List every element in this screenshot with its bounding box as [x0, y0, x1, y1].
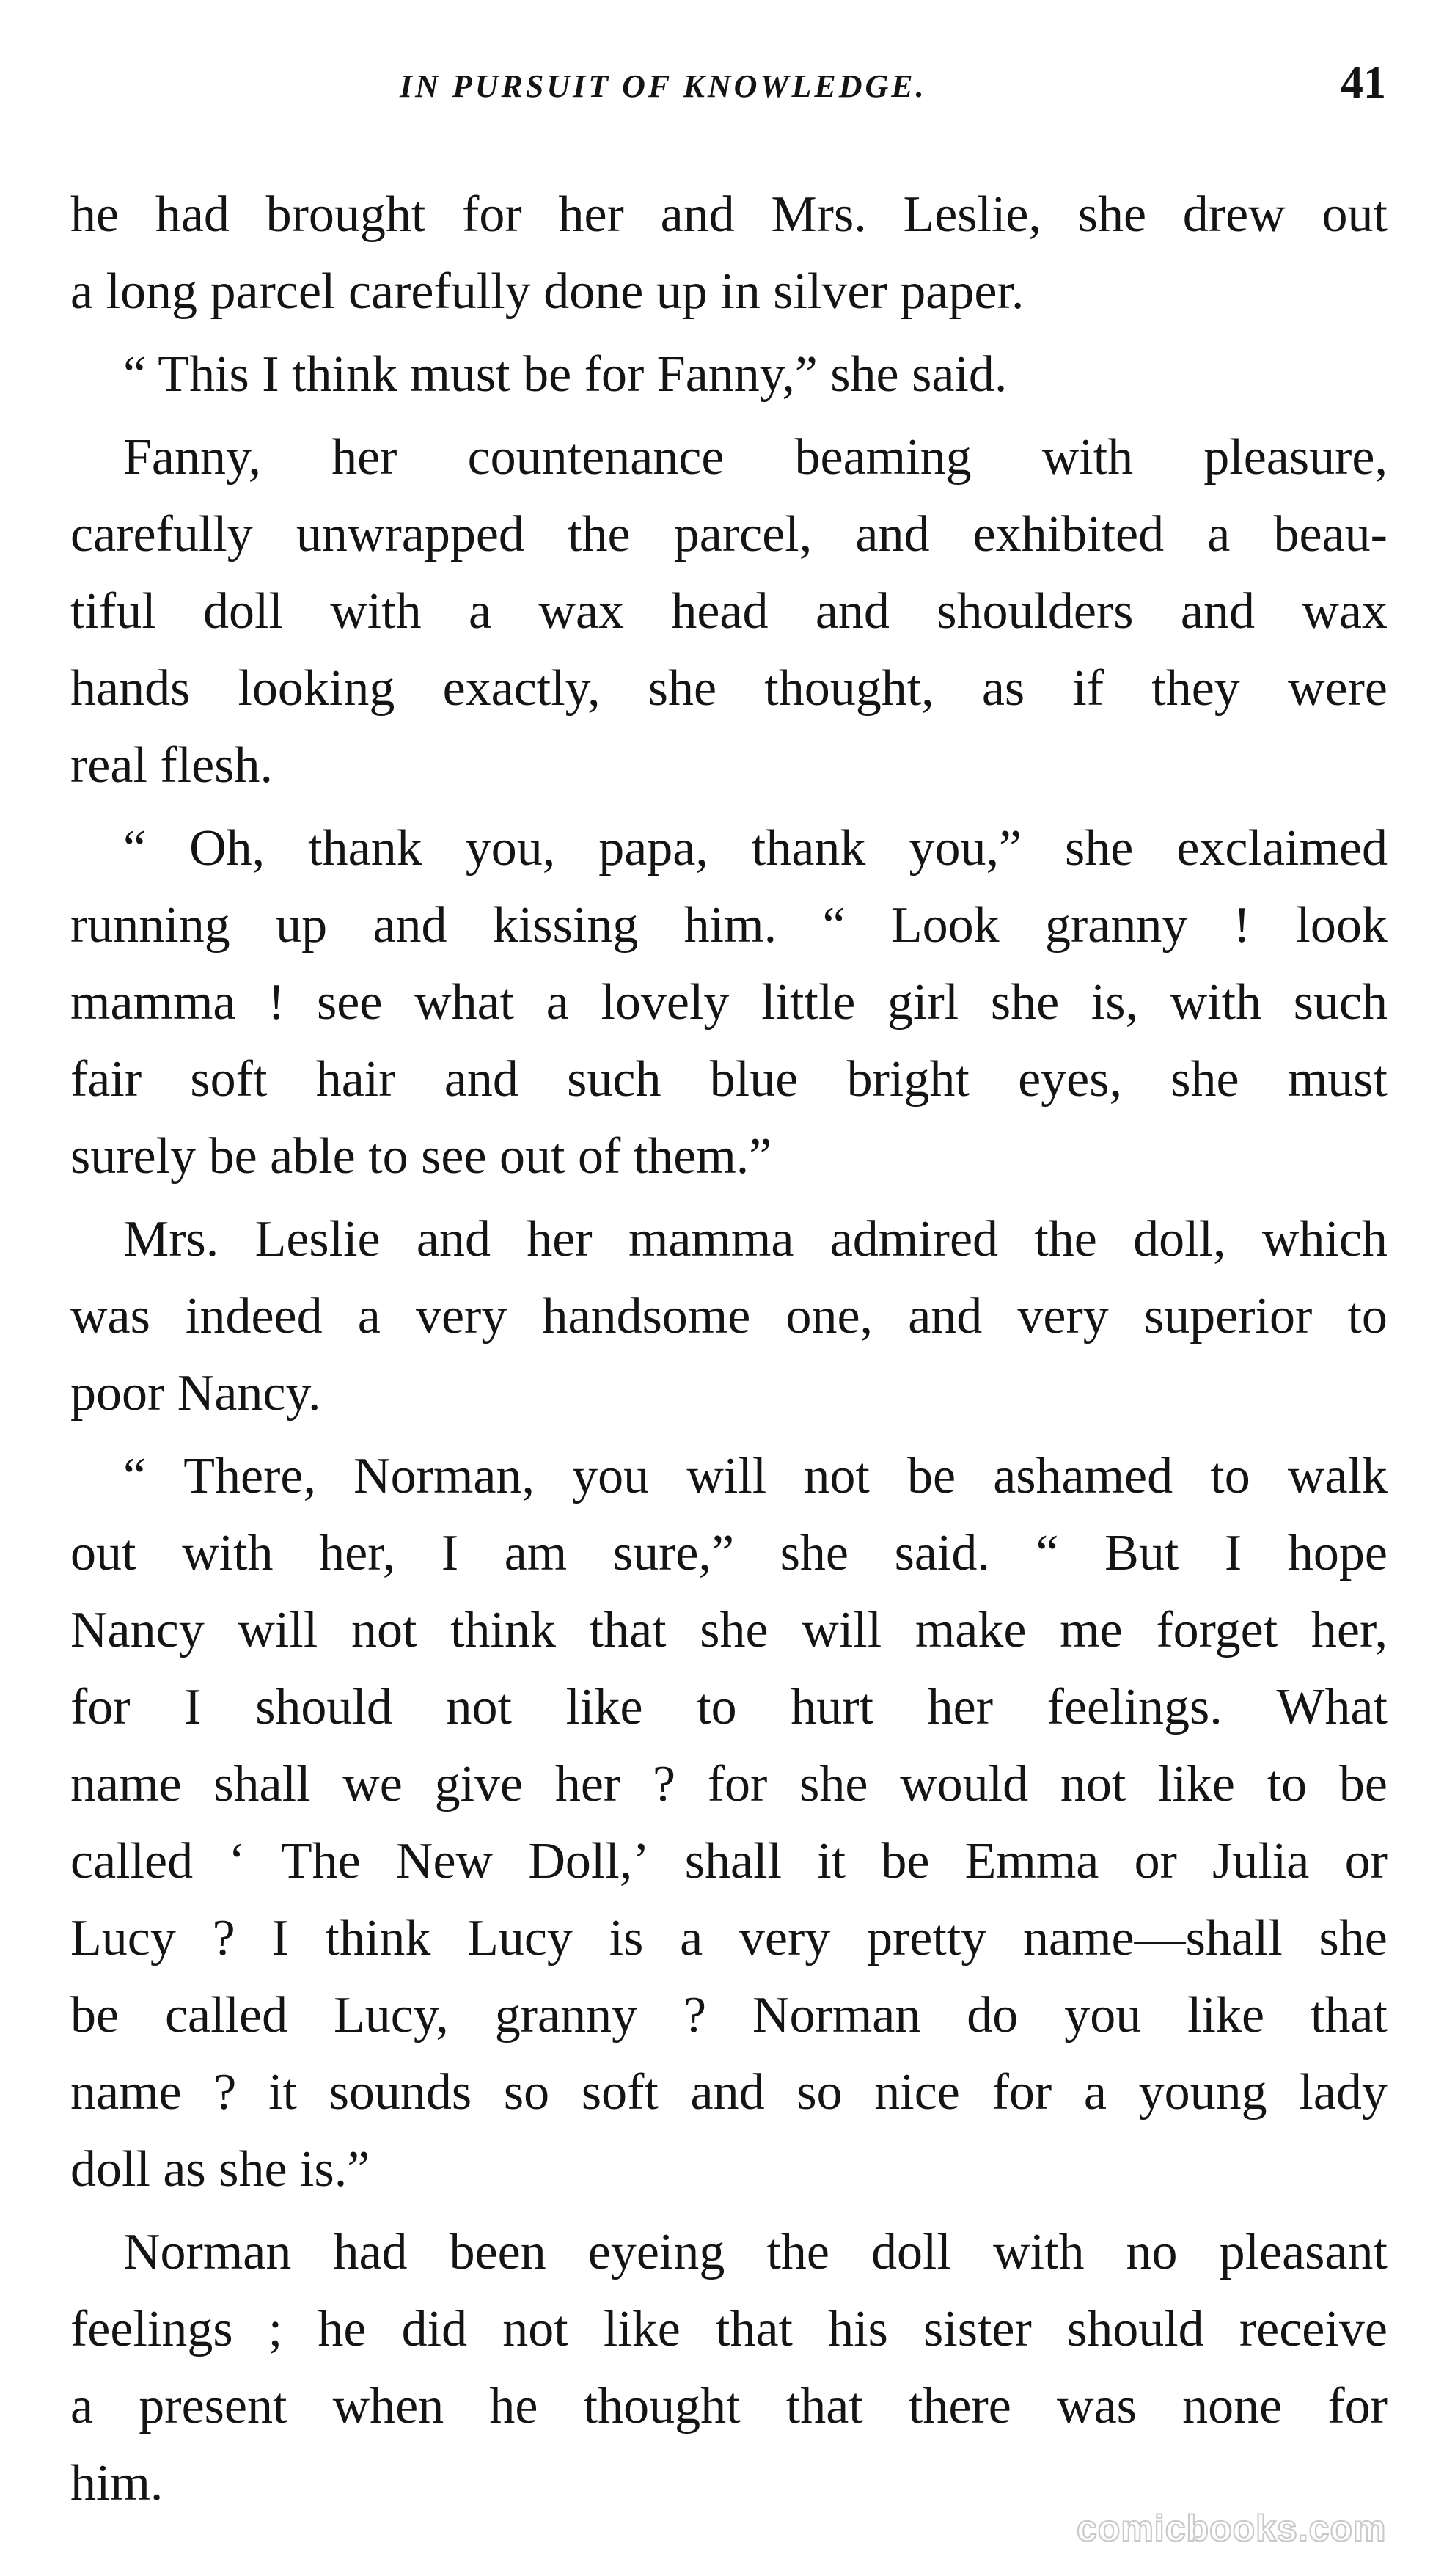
word: not	[502, 2301, 568, 2357]
word: will	[238, 1602, 318, 1658]
word: hurt	[791, 1679, 874, 1735]
word: and	[815, 583, 890, 640]
word: was	[70, 1288, 150, 1344]
word: New	[395, 1833, 494, 1889]
word: the	[1034, 1211, 1097, 1267]
word: pleasant	[1219, 2224, 1388, 2280]
word: with	[182, 1525, 274, 1581]
word: will	[686, 1448, 767, 1504]
word: lady	[1299, 2064, 1388, 2121]
word: up	[276, 897, 328, 954]
word: countenance	[467, 429, 725, 486]
word: wax	[538, 583, 625, 640]
text-line	[70, 1669, 1388, 1746]
word: were	[1287, 660, 1388, 717]
text-line	[70, 887, 1388, 964]
word: ?	[212, 1910, 235, 1966]
word: Leslie,	[903, 186, 1041, 243]
word: Leslie	[254, 1211, 381, 1267]
text-line	[70, 1201, 1388, 1278]
word: blue	[709, 1051, 799, 1108]
word: Nancy	[70, 1602, 205, 1658]
word: mamma	[628, 1211, 794, 1267]
text-line	[70, 573, 1388, 650]
text-line	[70, 2214, 1388, 2291]
word: I	[271, 1910, 289, 1966]
word: to	[1347, 1288, 1388, 1344]
word: for	[70, 1679, 131, 1735]
word: sister	[923, 2301, 1032, 2357]
word: out	[70, 1525, 136, 1581]
word: no	[1126, 2224, 1178, 2280]
word: she	[1319, 1910, 1388, 1966]
word: she	[990, 974, 1060, 1031]
word: Norman,	[353, 1448, 535, 1504]
word: papa,	[598, 820, 708, 877]
word: there	[908, 2378, 1011, 2434]
word: her	[554, 1756, 621, 1812]
word: do	[967, 1987, 1019, 2043]
word: handsome	[542, 1288, 751, 1344]
word: and	[373, 897, 447, 954]
word: you,”	[909, 820, 1022, 877]
word: a	[680, 1910, 703, 1966]
word: bright	[846, 1051, 970, 1108]
text-line	[70, 1823, 1388, 1900]
word: it	[268, 2064, 297, 2121]
word: one,	[785, 1288, 873, 1344]
text-line	[70, 1592, 1388, 1669]
word: sounds	[329, 2064, 472, 2121]
word: been	[449, 2224, 546, 2280]
word: sure,”	[612, 1525, 735, 1581]
word: running	[70, 897, 230, 954]
word: name—shall	[1023, 1910, 1283, 1966]
word: will	[802, 1602, 882, 1658]
word: Look	[890, 897, 1000, 954]
text-line	[70, 1515, 1388, 1592]
word: looking	[238, 660, 395, 717]
paragraph	[70, 176, 1388, 330]
word: admired	[829, 1211, 999, 1267]
word: not	[804, 1448, 870, 1504]
word: indeed	[186, 1288, 323, 1344]
word: for	[992, 2064, 1052, 2121]
word: shall	[213, 1756, 311, 1812]
paragraph	[70, 1438, 1388, 2208]
word: drew	[1182, 186, 1286, 243]
word: should	[1066, 2301, 1204, 2357]
word: Julia	[1212, 1833, 1310, 1889]
word: parcel,	[673, 506, 813, 563]
word: called	[164, 1987, 288, 2043]
word: her	[527, 1211, 593, 1267]
word: for	[1327, 2378, 1388, 2434]
word: for	[707, 1756, 768, 1812]
word: hands	[70, 660, 191, 717]
word: Norman	[123, 2224, 292, 2280]
text-line	[70, 650, 1388, 727]
word: pleasure,	[1203, 429, 1388, 486]
word: you,	[465, 820, 556, 877]
paragraph	[70, 810, 1388, 1195]
word: tiful	[70, 583, 156, 640]
word: look	[1296, 897, 1388, 954]
text-line: doll as she is.”	[70, 2141, 370, 2198]
word: the	[568, 506, 631, 563]
text-line	[70, 1438, 1388, 1515]
word: a	[1083, 2064, 1107, 2121]
word: doll,	[1133, 1211, 1226, 1267]
word: a	[70, 2378, 94, 2434]
word: be	[906, 1448, 956, 1504]
word: when	[332, 2378, 444, 2434]
word: and	[444, 1051, 518, 1108]
word: Emma	[964, 1833, 1099, 1889]
word: you	[1064, 1987, 1142, 2043]
word: head	[671, 583, 769, 640]
word: beaming	[794, 429, 972, 486]
text-line	[70, 1278, 1388, 1355]
word: eyes,	[1018, 1051, 1122, 1108]
word: very	[415, 1288, 507, 1344]
word: that	[785, 2378, 863, 2434]
word: she	[1065, 820, 1134, 877]
text-line	[70, 810, 1388, 887]
word: think	[450, 1602, 556, 1658]
word: ‘	[228, 1833, 246, 1889]
word: she	[648, 660, 717, 717]
text-line	[70, 1977, 1388, 2054]
word: I	[184, 1679, 202, 1735]
word: Mrs.	[123, 1211, 219, 1267]
word: doll	[202, 583, 283, 640]
word: very	[1017, 1288, 1109, 1344]
text-line	[70, 176, 1388, 253]
paragraph	[70, 419, 1388, 804]
word: and	[908, 1288, 983, 1344]
word: thank	[751, 820, 866, 877]
word: give	[434, 1756, 524, 1812]
word: not	[1060, 1756, 1126, 1812]
word: and	[1180, 583, 1255, 640]
word: mamma	[70, 974, 236, 1031]
word: with	[993, 2224, 1085, 2280]
word: unwrapped	[296, 506, 524, 563]
word: fair	[70, 1051, 142, 1108]
word: like	[1158, 1756, 1235, 1812]
word: young	[1138, 2064, 1267, 2121]
word: pretty	[867, 1910, 987, 1966]
word: “	[123, 1448, 147, 1504]
word: she	[780, 1525, 849, 1581]
word: was	[1057, 2378, 1137, 2434]
word: a	[546, 974, 569, 1031]
word: nice	[874, 2064, 960, 2121]
watermark: comicbooks.com	[1077, 2508, 1387, 2549]
word: thought,	[764, 660, 934, 717]
text-line	[70, 1041, 1388, 1118]
word: feelings.	[1047, 1679, 1223, 1735]
word: did	[401, 2301, 468, 2357]
word: be	[1338, 1756, 1388, 1812]
word: exclaimed	[1176, 820, 1388, 877]
text-line: poor Nancy.	[70, 1365, 321, 1421]
word: Doll,’	[528, 1833, 650, 1889]
word: forget	[1156, 1602, 1278, 1658]
word: or	[1344, 1833, 1388, 1889]
word: hair	[315, 1051, 396, 1108]
word: he	[489, 2378, 538, 2434]
word: called	[70, 1833, 194, 1889]
paragraph	[70, 336, 1388, 413]
word: you	[572, 1448, 650, 1504]
word: him.	[683, 897, 777, 954]
word: shall	[684, 1833, 783, 1889]
word: be	[70, 1987, 120, 2043]
word: thought	[583, 2378, 741, 2434]
word: like	[565, 1679, 643, 1735]
word: be	[881, 1833, 930, 1889]
word: doll	[871, 2224, 951, 2280]
word: feelings	[70, 2301, 233, 2357]
word: girl	[887, 974, 959, 1031]
body-text	[70, 176, 1388, 2522]
word: her	[558, 186, 624, 243]
word: and	[660, 186, 735, 243]
word: Lucy	[70, 1910, 176, 1966]
text-line	[70, 964, 1388, 1041]
word: so	[796, 2064, 843, 2121]
paragraph	[70, 1201, 1388, 1432]
word: Norman	[752, 1987, 921, 2043]
word: with	[1041, 429, 1134, 486]
word: ?	[683, 1987, 707, 2043]
word: had	[333, 2224, 408, 2280]
word: a	[469, 583, 492, 640]
word: Lucy,	[334, 1987, 449, 2043]
word: soft	[581, 2064, 659, 2121]
word: Lucy	[467, 1910, 573, 1966]
text-line	[70, 1746, 1388, 1823]
word: There,	[183, 1448, 316, 1504]
word: which	[1261, 1211, 1388, 1267]
word: such	[1293, 974, 1388, 1031]
word: it	[817, 1833, 846, 1889]
text-line: him.	[70, 2455, 164, 2511]
word: not	[446, 1679, 512, 1735]
word: thank	[308, 820, 422, 877]
page-number: 41	[1341, 58, 1386, 108]
word: and	[855, 506, 930, 563]
word: !	[1233, 897, 1251, 954]
word: Oh,	[189, 820, 265, 877]
word: receive	[1239, 2301, 1388, 2357]
word: ;	[268, 2301, 283, 2357]
word: little	[761, 974, 856, 1031]
word: she	[799, 1756, 868, 1812]
text-line: real flesh.	[70, 737, 273, 794]
word: ashamed	[993, 1448, 1173, 1504]
word: see	[317, 974, 383, 1031]
word: granny	[1045, 897, 1188, 954]
word: not	[351, 1602, 417, 1658]
word: and	[690, 2064, 765, 2121]
word: wax	[1302, 583, 1388, 640]
word: her	[927, 1679, 994, 1735]
word: is,	[1091, 974, 1138, 1031]
word: walk	[1287, 1448, 1388, 1504]
word: as	[981, 660, 1025, 717]
word: Mrs.	[771, 186, 867, 243]
word: a	[357, 1288, 381, 1344]
word: ?	[652, 1756, 676, 1812]
text-line	[70, 419, 1388, 496]
running-head: IN PURSUIT OF KNOWLEDGE.	[400, 68, 927, 104]
word: he	[70, 186, 120, 243]
word: the	[766, 2224, 829, 2280]
text-line	[70, 2054, 1388, 2131]
word: But	[1104, 1525, 1179, 1581]
word: out	[1322, 186, 1388, 243]
word: a	[1207, 506, 1231, 563]
text-line	[70, 496, 1388, 573]
word: with	[1170, 974, 1262, 1031]
word: for	[462, 186, 522, 243]
word: !	[268, 974, 285, 1031]
word: her	[331, 429, 397, 486]
text-line	[70, 2291, 1388, 2368]
word: would	[900, 1756, 1029, 1812]
word: exactly,	[442, 660, 601, 717]
word: and	[416, 1211, 491, 1267]
text-line: “ This I think must be for Fanny,” she said.	[123, 346, 1008, 403]
word: that	[716, 2301, 793, 2357]
word: superior	[1143, 1288, 1313, 1344]
word: carefully	[70, 506, 253, 563]
word: like	[1187, 1987, 1265, 2043]
word: me	[1060, 1602, 1123, 1658]
word: What	[1276, 1679, 1388, 1735]
word: “	[822, 897, 846, 954]
word: said.	[894, 1525, 990, 1581]
word: granny	[494, 1987, 638, 2043]
word: she	[700, 1602, 769, 1658]
word: she	[1077, 186, 1147, 243]
word: I	[441, 1525, 459, 1581]
word: to	[1267, 1756, 1308, 1812]
word: hope	[1287, 1525, 1388, 1581]
word: should	[255, 1679, 392, 1735]
word: if	[1072, 660, 1104, 717]
word: must	[1287, 1051, 1388, 1108]
word: am	[504, 1525, 568, 1581]
word: “	[1036, 1525, 1059, 1581]
word: is	[609, 1910, 644, 1966]
word: soft	[190, 1051, 268, 1108]
word: make	[915, 1602, 1027, 1658]
word: I	[1224, 1525, 1242, 1581]
text-line: surely be able to see out of them.”	[70, 1128, 772, 1185]
word: had	[155, 186, 230, 243]
word: so	[503, 2064, 550, 2121]
word: think	[325, 1910, 431, 1966]
word: beau-	[1273, 506, 1388, 563]
word: present	[139, 2378, 287, 2434]
word: with	[330, 583, 422, 640]
word: that	[589, 1602, 667, 1658]
word: to	[697, 1679, 737, 1735]
word: he	[318, 2301, 367, 2357]
word: name	[70, 1756, 182, 1812]
word: his	[828, 2301, 888, 2357]
word: ?	[213, 2064, 237, 2121]
word: they	[1151, 660, 1240, 717]
word: brought	[265, 186, 426, 243]
word: we	[342, 1756, 403, 1812]
word: like	[603, 2301, 681, 2357]
word: to	[1210, 1448, 1250, 1504]
word: “	[123, 820, 147, 877]
text-line	[70, 2368, 1388, 2445]
word: shoulders	[937, 583, 1134, 640]
word: that	[1310, 1987, 1388, 2043]
word: her,	[319, 1525, 396, 1581]
word: kissing	[492, 897, 639, 954]
word: lovely	[601, 974, 730, 1031]
word: eyeing	[587, 2224, 725, 2280]
word: name	[70, 2064, 182, 2121]
word: none	[1182, 2378, 1283, 2434]
text-line: a long parcel carefully done up in silver paper.	[70, 263, 1025, 320]
word: exhibited	[972, 506, 1165, 563]
word: she	[1170, 1051, 1239, 1108]
word: her,	[1311, 1602, 1388, 1658]
word: such	[567, 1051, 661, 1108]
word: The	[280, 1833, 361, 1889]
word: Fanny,	[123, 429, 261, 486]
word: what	[414, 974, 515, 1031]
word: very	[739, 1910, 831, 1966]
paragraph	[70, 2214, 1388, 2522]
text-line	[70, 1900, 1388, 1977]
word: or	[1134, 1833, 1177, 1889]
